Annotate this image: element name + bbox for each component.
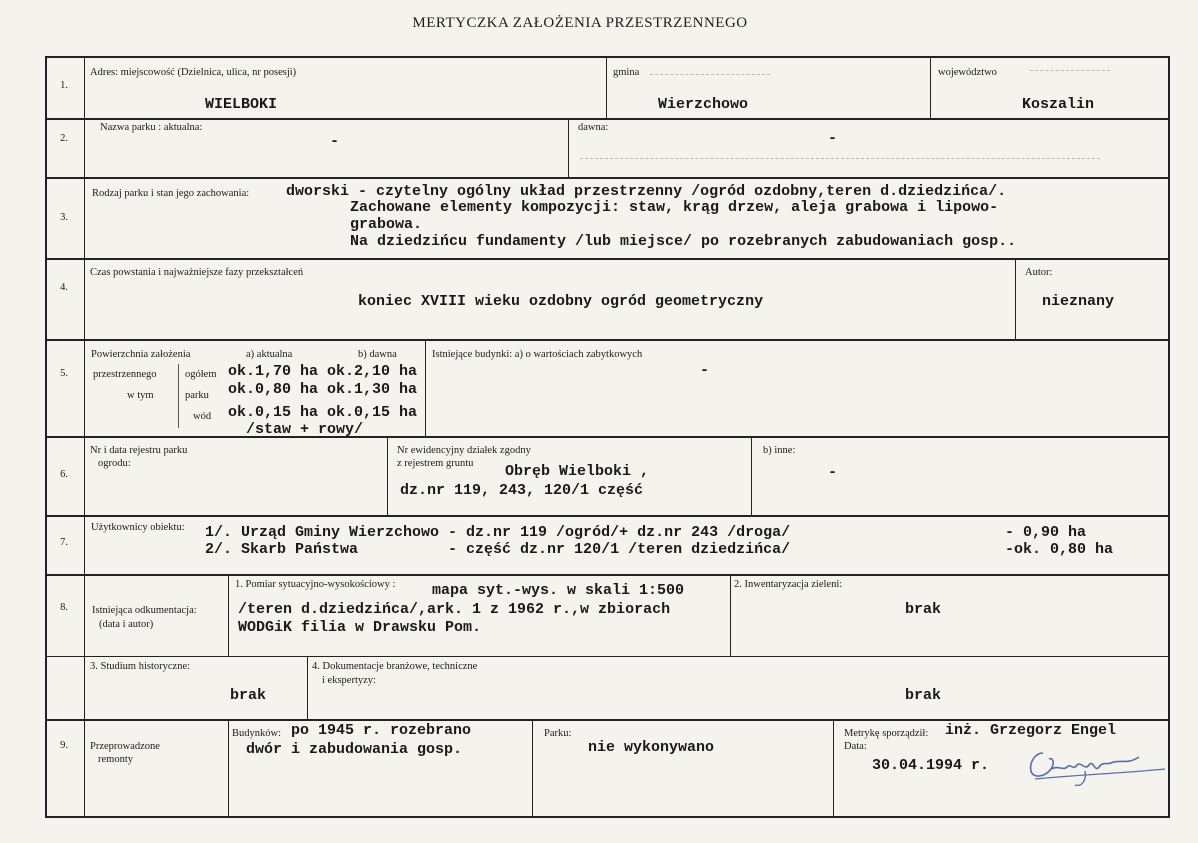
guide-line (1030, 70, 1110, 71)
cell-divider (228, 719, 229, 818)
renovation-buildings-label: Budynków: (232, 728, 282, 739)
page-title: MERTYCZKA ZAŁOŻENIA PRZESTRZENNEGO (412, 15, 748, 31)
greenery-label: 2. Inwentaryzacja zieleni: (734, 579, 843, 590)
row-divider (45, 339, 1170, 341)
row-number: 2. (60, 133, 68, 144)
wojewodztwo-value: Koszalin (1022, 96, 1095, 113)
row-number: 4. (60, 282, 68, 293)
cell-divider (730, 574, 731, 656)
register-label: ogrodu: (98, 458, 131, 469)
docs-label: i ekspertyzy: (322, 675, 376, 686)
row-number: 9. (60, 740, 68, 751)
row-number: 3. (60, 212, 68, 223)
row-divider (45, 719, 1170, 721)
area-park-label: parku (185, 390, 209, 401)
area-water-label: wód (193, 411, 212, 422)
cell-divider (606, 56, 607, 118)
parcels-value: dz.nr 119, 243, 120/1 część (400, 482, 644, 499)
area-total-label: ogółem (185, 369, 217, 380)
date-value: 30.04.1994 r. (872, 757, 990, 774)
greenery-value: brak (905, 601, 942, 618)
prepared-by-value: inż. Grzegorz Engel (945, 722, 1117, 739)
users-line: 1/. Urząd Gminy Wierzchowo - dz.nr 119 /ogród/+ dz.nr 243 /droga/ (205, 524, 791, 541)
cell-divider (751, 436, 752, 515)
park-name-current-label: Nazwa parku : aktualna: (100, 122, 203, 133)
row-number: 5. (60, 368, 68, 379)
author-value: nieznany (1042, 293, 1115, 310)
history-study-value: brak (230, 687, 267, 704)
park-type-label: Rodzaj parku i stan jego zachowania: (92, 188, 250, 199)
row-number: 1. (60, 80, 68, 91)
renovations-label: remonty (98, 754, 133, 765)
row-divider (45, 656, 1170, 657)
area-park-value: ok.0,80 ha ok.1,30 ha (228, 381, 418, 398)
documentation-label: Istniejąca odkumentacja: (92, 605, 197, 616)
author-label: Autor: (1025, 267, 1053, 278)
creation-time-value: koniec XVIII wieku ozdobny ogród geometryczny (358, 293, 764, 310)
in-that-label: w tym (127, 390, 154, 401)
park-type-line: grabowa. (350, 216, 423, 233)
park-name-former-value: - (828, 130, 838, 147)
area-current-col-label: a) aktualna (246, 349, 293, 360)
park-type-line: dworski - czytelny ogólny układ przestrzenny /ogród ozdobny,teren d.dziedzińca/. (286, 183, 1007, 200)
area-water-note: /staw + rowy/ (246, 421, 364, 438)
row-divider (45, 515, 1170, 517)
cell-divider (532, 719, 533, 818)
parcels-value: Obręb Wielboki , (505, 463, 650, 480)
renovation-buildings-value: dwór i zabudowania gosp. (246, 741, 463, 758)
renovation-park-label: Parku: (544, 728, 572, 739)
cell-divider (568, 118, 569, 177)
renovation-buildings-value: po 1945 r. rozebrano (291, 722, 472, 739)
survey-value: mapa syt.-wys. w skali 1:500 (432, 582, 685, 599)
docs-value: brak (905, 687, 942, 704)
park-type-line: Na dziedzińcu fundamenty /lub miejsce/ po rozebranych zabudowaniach gosp.. (350, 233, 1017, 250)
cell-divider (833, 719, 834, 818)
creation-time-label: Czas powstania i najważniejsze fazy przekształceń (90, 267, 304, 278)
cell-divider (1015, 258, 1016, 339)
park-name-former-label: dawna: (578, 122, 609, 133)
gmina-value: Wierzchowo (658, 96, 749, 113)
cell-divider (930, 56, 931, 118)
survey-value: /teren d.dziedzińca/,ark. 1 z 1962 r.,w zbiorach (238, 601, 671, 618)
cell-divider (307, 656, 308, 719)
row-divider (45, 118, 1170, 120)
area-former-col-label: b) dawna (358, 349, 397, 360)
history-study-label: 3. Studium historyczne: (90, 661, 191, 672)
cell-divider (387, 436, 388, 515)
row-number: 7. (60, 537, 68, 548)
register-label: Nr i data rejestru parku (90, 445, 188, 456)
cell-divider (425, 339, 426, 436)
parcels-label: Nr ewidencyjny działek zgodny (397, 445, 531, 456)
buildings-label: Istniejące budynki: a) o wartościach zabytkowych (432, 349, 643, 360)
guide-line (580, 158, 1100, 159)
cell-divider (228, 574, 229, 656)
users-area: - 0,90 ha (1005, 524, 1087, 541)
docs-label: 4. Dokumentacje branżowe, techniczne (312, 661, 478, 672)
users-line: 2/. Skarb Państwa - część dz.nr 120/1 /teren dziedzińca/ (205, 541, 791, 558)
area-brace (178, 364, 179, 428)
other-label: b) inne: (763, 445, 796, 456)
spatial-label: przestrzennego (93, 369, 157, 380)
survey-label: 1. Pomiar sytuacyjno-wysokościowy : (235, 579, 396, 590)
signature-icon (1015, 735, 1175, 795)
area-total-value: ok.1,70 ha ok.2,10 ha (228, 363, 418, 380)
address-label: Adres: miejscowość (Dzielnica, ulica, nr posesji) (90, 67, 297, 78)
gmina-label: gmina (613, 67, 640, 78)
park-type-line: Zachowane elementy kompozycji: staw, krąg drzew, aleja grabowa i lipowo- (350, 199, 999, 216)
row-divider (45, 177, 1170, 179)
survey-value: WODGiK filia w Drawsku Pom. (238, 619, 482, 636)
row-number: 6. (60, 469, 68, 480)
parcels-label: z rejestrem gruntu (397, 458, 474, 469)
guide-line (650, 74, 770, 75)
documentation-label: (data i autor) (99, 619, 154, 630)
users-label: Użytkownicy obiektu: (91, 522, 185, 533)
address-value: WIELBOKI (205, 96, 278, 113)
row-number: 8. (60, 602, 68, 613)
other-value: - (828, 464, 838, 481)
wojewodztwo-label: województwo (938, 67, 997, 78)
row-divider (45, 258, 1170, 260)
area-water-value: ok.0,15 ha ok.0,15 ha (228, 404, 418, 421)
number-column-divider (84, 56, 85, 818)
prepared-by-label: Metrykę sporządził: (844, 728, 929, 739)
users-area: -ok. 0,80 ha (1005, 541, 1114, 558)
buildings-value: - (700, 362, 710, 379)
date-label: Data: (844, 741, 867, 752)
renovations-label: Przeprowadzone (90, 741, 160, 752)
row-divider (45, 436, 1170, 438)
area-label: Powierzchnia założenia (91, 349, 191, 360)
row-divider (45, 574, 1170, 576)
renovation-park-value: nie wykonywano (588, 739, 715, 756)
park-name-current-value: - (330, 133, 340, 150)
